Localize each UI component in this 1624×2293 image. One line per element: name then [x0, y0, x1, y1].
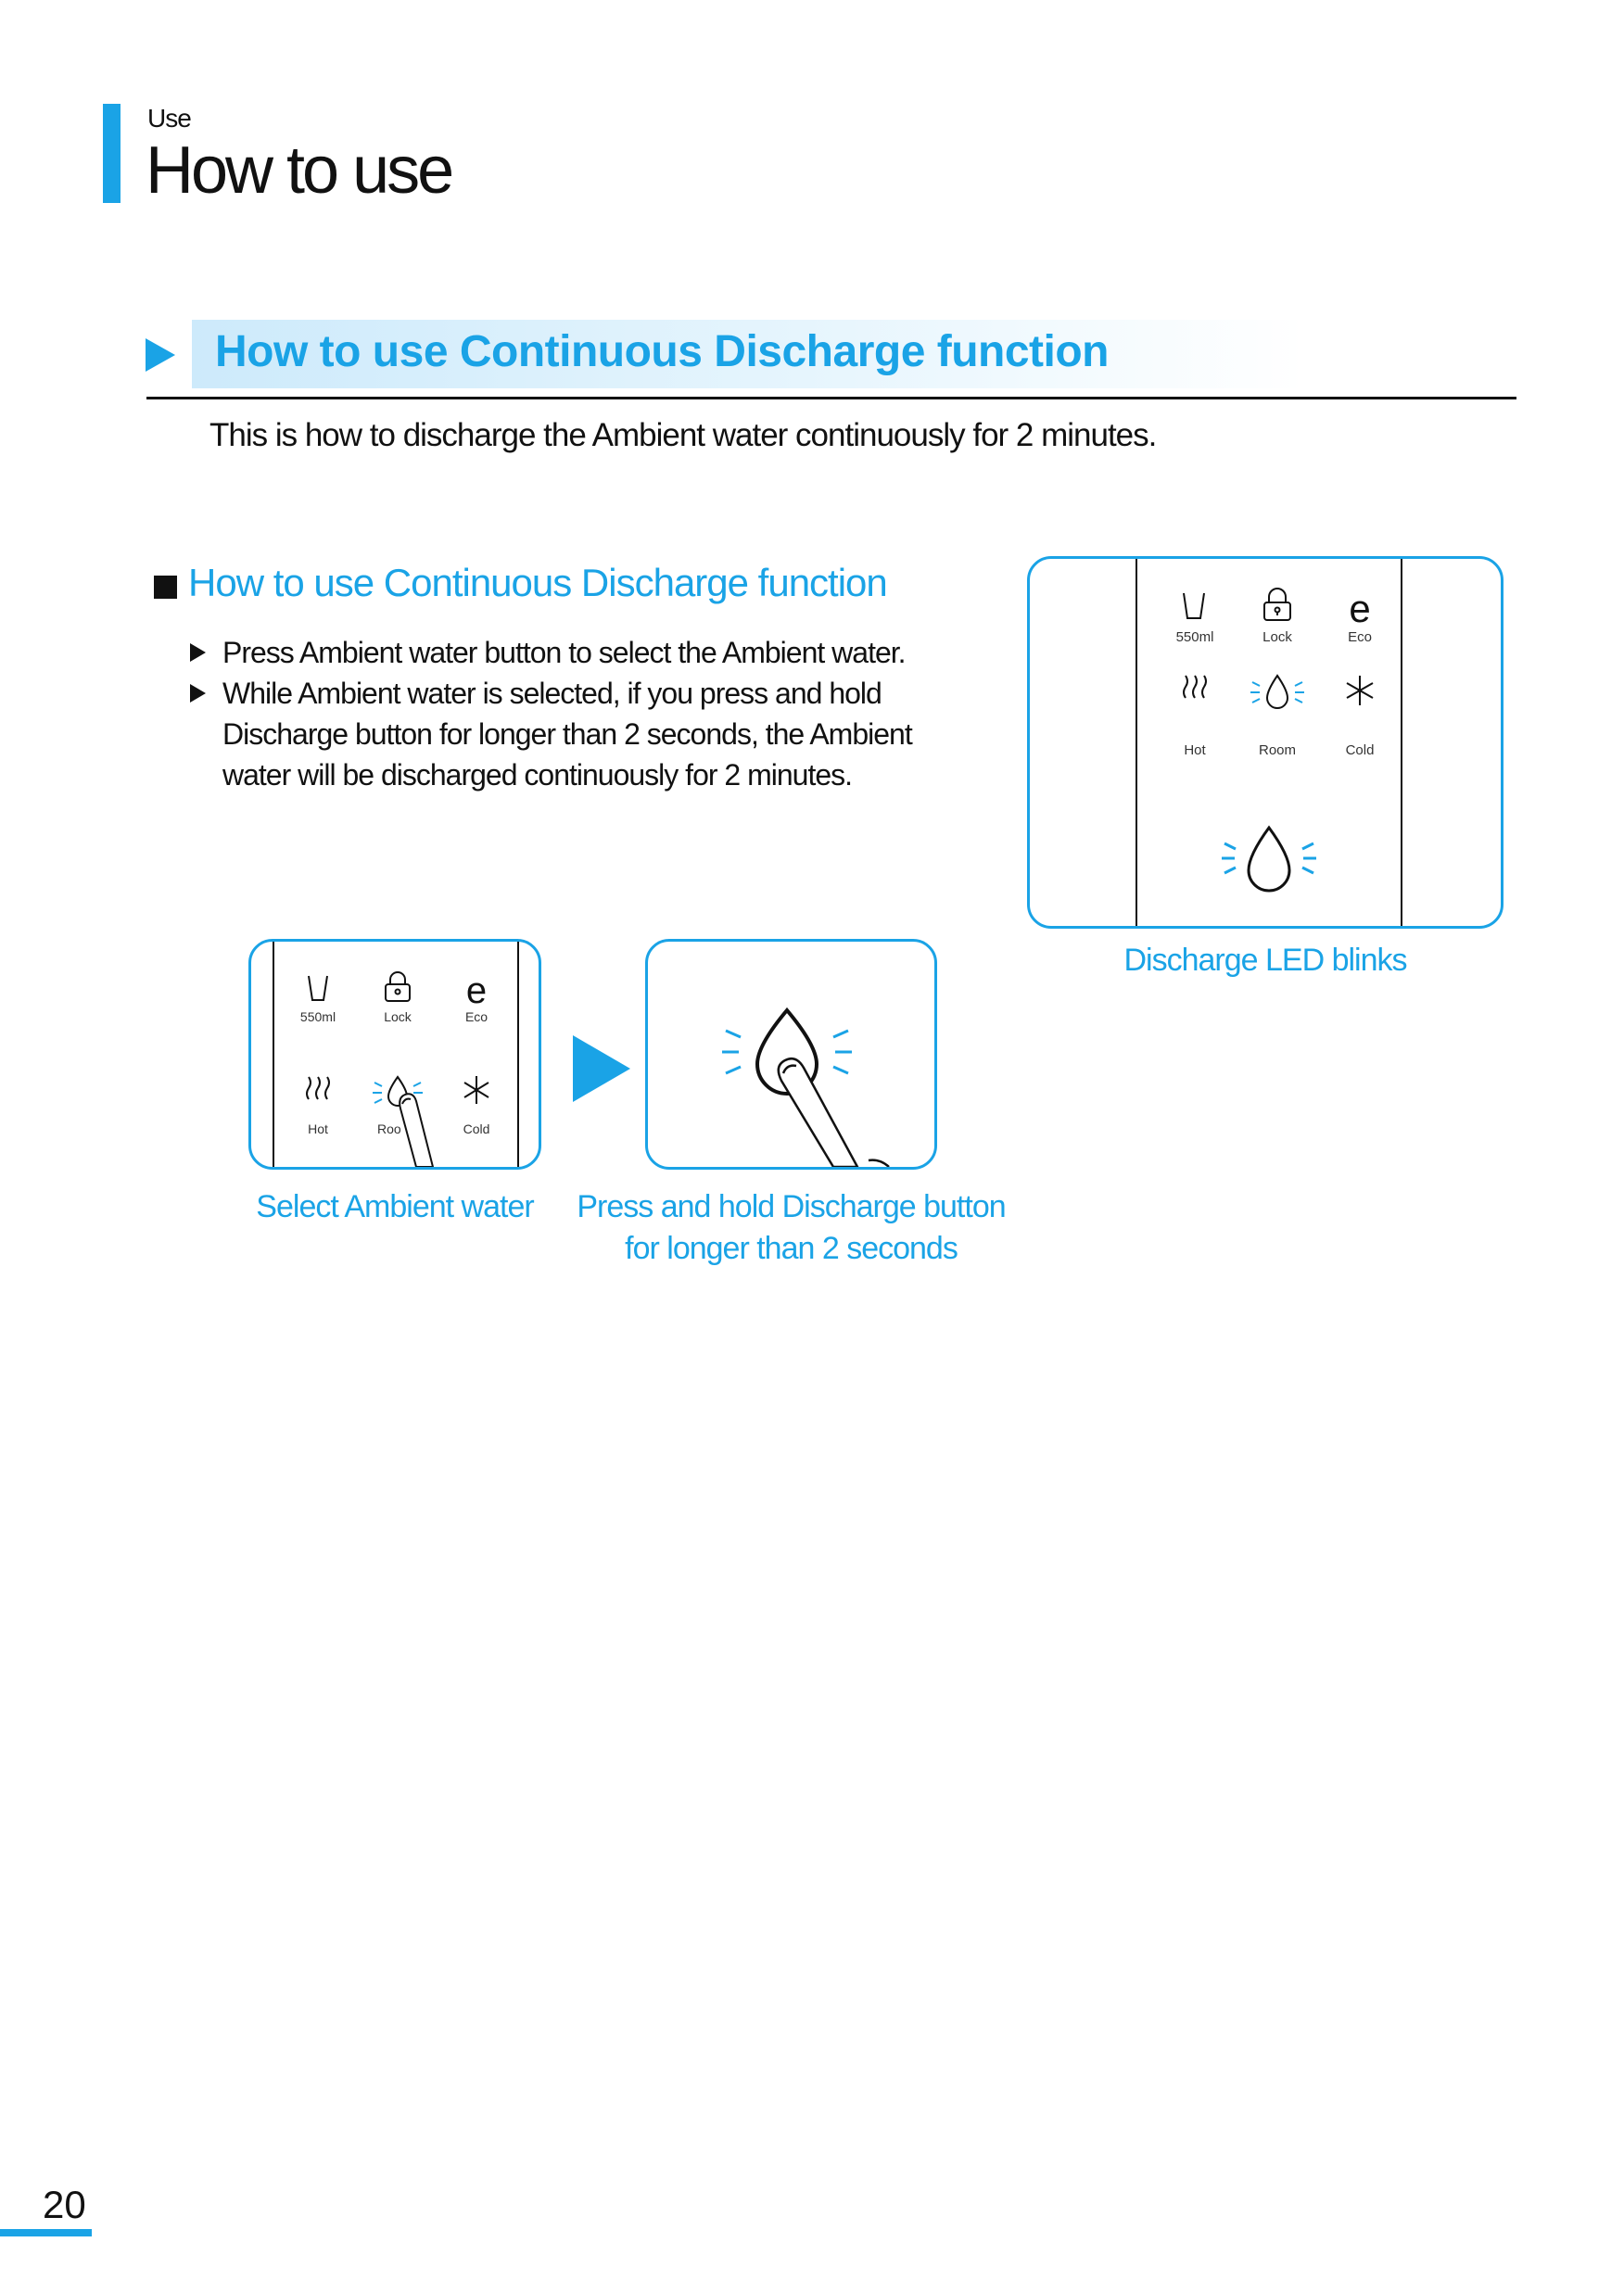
finger-pointer-icon [779, 1058, 889, 1167]
hot-steam-icon [307, 1077, 329, 1099]
hot-steam-icon [1184, 676, 1206, 698]
header-accent-bar [103, 104, 121, 203]
caption-press-hold-line1: Press and hold Discharge button [577, 1189, 1006, 1224]
list-item [190, 673, 955, 795]
page-number-underline [0, 2229, 92, 2236]
lock-icon [386, 972, 410, 1001]
instruction-text: While Ambient water is selected, if you press and hold Discharge button for longer than 2 seconds, the Ambient water will be discharged continuously for 2 minutes. [222, 677, 912, 792]
finger-pointer-icon [400, 1094, 433, 1167]
page-title: How to use [146, 133, 452, 208]
section-title: How to use Continuous Discharge function [215, 327, 1109, 376]
caption-press-hold [556, 1186, 1026, 1270]
bullet-arrow-icon [190, 684, 206, 703]
eco-icon: e [465, 970, 488, 1011]
square-bullet-icon [154, 576, 177, 599]
label-hot: Hot [1184, 742, 1206, 758]
press-discharge-panel-illustration [645, 939, 937, 1170]
glow-rays-icon [1250, 682, 1304, 703]
instruction-list [190, 632, 987, 795]
label-hot: Hot [308, 1121, 328, 1136]
label-550ml: 550ml [299, 1009, 336, 1024]
label-cold: Cold [463, 1121, 490, 1136]
label-lock: Lock [384, 1009, 412, 1024]
caption-led-blinks: Discharge LED blinks [1123, 943, 1407, 978]
section-arrow-icon [146, 338, 175, 372]
caption-select-ambient: Select Ambient water [256, 1189, 534, 1224]
eco-icon: e [1349, 587, 1371, 630]
subsection-title: How to use Continuous Discharge function [188, 561, 887, 604]
instruction-text: Press Ambient water button to select the Ambient water. [222, 636, 906, 669]
page-number: 20 [43, 2183, 86, 2226]
list-item [190, 632, 987, 673]
label-room-partial: Roo [377, 1121, 401, 1136]
cold-snowflake-icon [1347, 676, 1373, 705]
select-room-panel-illustration [248, 939, 541, 1170]
label-cold: Cold [1345, 742, 1375, 758]
label-room: Room [1258, 742, 1297, 758]
control-panel-illustration [1027, 556, 1503, 929]
section-divider [146, 397, 1516, 399]
discharge-drop-icon [1249, 828, 1289, 891]
lock-icon [1264, 589, 1290, 620]
bullet-arrow-icon [190, 643, 206, 662]
label-eco: Eco [464, 1009, 488, 1024]
section-description: This is how to discharge the Ambient water continuously for 2 minutes. [209, 417, 1157, 453]
caption-press-hold-line2: for longer than 2 seconds [625, 1231, 958, 1266]
cup-icon [309, 976, 327, 1000]
discharge-glow-rays-icon [1222, 843, 1316, 873]
room-water-drop-icon [1267, 676, 1288, 708]
label-550ml: 550ml [1175, 629, 1214, 645]
label-eco: Eco [1348, 629, 1372, 645]
section-label: Use [147, 104, 191, 133]
label-lock: Lock [1262, 629, 1292, 645]
cup-icon [1184, 593, 1204, 618]
cold-snowflake-icon [464, 1076, 488, 1104]
step-arrow-icon [573, 1035, 630, 1102]
